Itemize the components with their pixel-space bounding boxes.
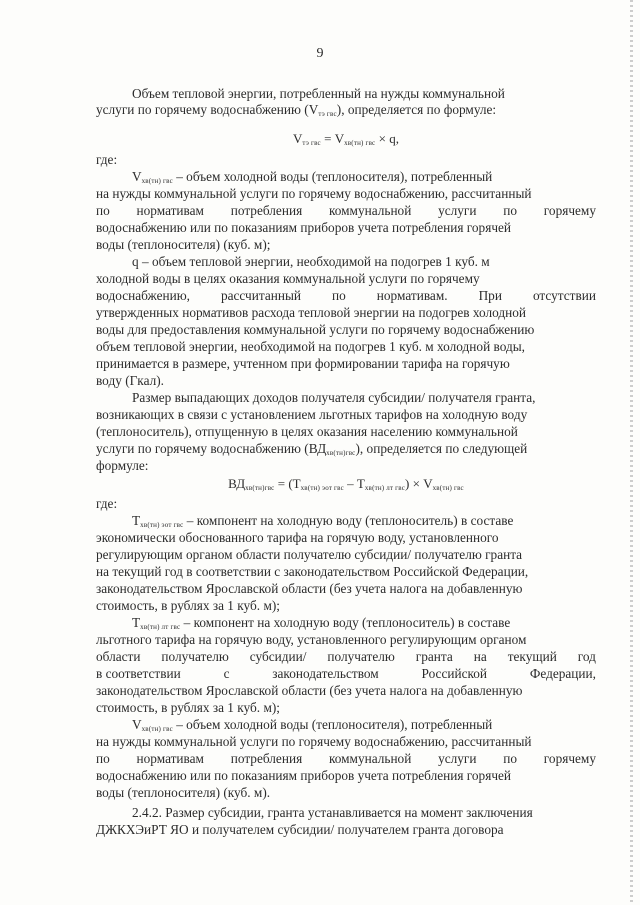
text-line: в соответствии с законодательством Российской Федерации, — [96, 666, 596, 681]
text-line: на нужды коммунальной услуги по горячему водоснабжению, рассчитанный — [96, 186, 532, 201]
text-line: $V_{хв(тн) гвс}$ – объем холодной воды (теплоносителя), потребленный — [132, 169, 493, 185]
text-line: по нормативам потребления коммунальной услуги по горячему — [96, 751, 596, 766]
page-number: 9 — [316, 46, 324, 61]
text-line: (теплоноситель), отпущенную в целях оказания населению коммунальной — [96, 424, 518, 439]
text-line: стоимость, в рублях за 1 куб. м); — [96, 700, 280, 715]
text-line: услуги по горячему водоснабжению $(ВД_{хв(тн)гвс})$, определяется по следующей — [96, 441, 528, 457]
text-line: где: — [96, 496, 118, 511]
text-line: формуле: — [96, 458, 149, 473]
text-line: на нужды коммунальной услуги по горячему водоснабжению, рассчитанный — [96, 734, 532, 749]
text-line: водоснабжению или по показаниям приборов учета потребления горячей — [96, 768, 512, 783]
text-line: льготного тарифа на горячую воду, установленного регулирующим органом — [96, 632, 527, 647]
text-line: $Т_{хв(тн) лт гвс}$ – компонент на холодную воду (теплоноситель) в составе — [132, 615, 511, 631]
text-line: ДЖКХЭиРТ ЯО и получателем субсидии/ получателем гранта договора — [96, 822, 504, 837]
formula-lost-income: $ВД_{хв(тн)гвс} = (Т_{хв(тн) эот гвс} - Т_{хв(тн) лт гвс}) \times V_{хв(тн) гвс}$ — [228, 476, 464, 492]
text-line: $Т_{хв(тн) эот гвс}$ – компонент на холодную воду (теплоноситель) в составе — [132, 513, 514, 529]
text-line: Объем тепловой энергии, потребленный на нужды коммунальной — [132, 86, 505, 101]
text-line: воды (теплоносителя) (куб. м); — [96, 237, 271, 252]
text-line: по нормативам потребления коммунальной услуги по горячему — [96, 203, 596, 218]
text-line: экономически обоснованного тарифа на горячую воду, установленного — [96, 530, 499, 545]
formula-heat-energy: $V_{тэ гвс} = V_{хв(тн) гвс} \times q$, — [293, 131, 399, 147]
text-line: водоснабжению или по показаниям приборов учета потребления горячей — [96, 220, 512, 235]
text-line: услуги по горячему водоснабжению $(V_{тэ гвс})$, определяется по формуле: — [96, 102, 497, 118]
text-line: регулирующим органом области получателю субсидии/ получателю гранта — [96, 547, 523, 562]
text-line: водоснабжению, рассчитанный по нормативам. При отсутствии — [96, 288, 596, 303]
text-line: области получателю субсидии/ получателю гранта на текущий год — [96, 649, 596, 664]
text-line: законодательством Ярославской области (без учета налога на добавленную — [96, 581, 523, 596]
text-line: объем тепловой энергии, необходимой на подогрев 1 куб. м холодной воды, — [96, 339, 525, 354]
text-line: Размер выпадающих доходов получателя субсидии/ получателя гранта, — [132, 390, 536, 405]
text-line: на текущий год в соответствии с законодательством Российской Федерации, — [96, 564, 529, 579]
text-line: воды для предоставления коммунальной услуги по горячему водоснабжению — [96, 322, 535, 337]
text-line: где: — [96, 152, 118, 167]
text-line: стоимость, в рублях за 1 куб. м); — [96, 598, 280, 613]
text-line: воду (Гкал). — [96, 373, 164, 388]
scan-edge — [630, 0, 633, 905]
text-line: q – объем тепловой энергии, необходимой на подогрев 1 куб. м — [132, 254, 490, 269]
text-line: принимается в размере, учтенном при формировании тарифа на горячую — [96, 356, 510, 371]
text-line: $V_{хв(тн) гвс}$ – объем холодной воды (теплоносителя), потребленный — [132, 717, 493, 733]
text-line: законодательством Ярославской области (без учета налога на добавленную — [96, 683, 523, 698]
text-line: возникающих в связи с установлением льготных тарифов на холодную воду — [96, 407, 528, 422]
text-line: холодной воды в целях оказания коммунальной услуги по горячему — [96, 271, 480, 286]
text-line: утвержденных нормативов расхода тепловой энергии на подогрев холодной — [96, 305, 527, 320]
text-line: 2.4.2. Размер субсидии, гранта устанавливается на момент заключения — [132, 805, 533, 820]
text-line: воды (теплоносителя) (куб. м). — [96, 785, 271, 800]
